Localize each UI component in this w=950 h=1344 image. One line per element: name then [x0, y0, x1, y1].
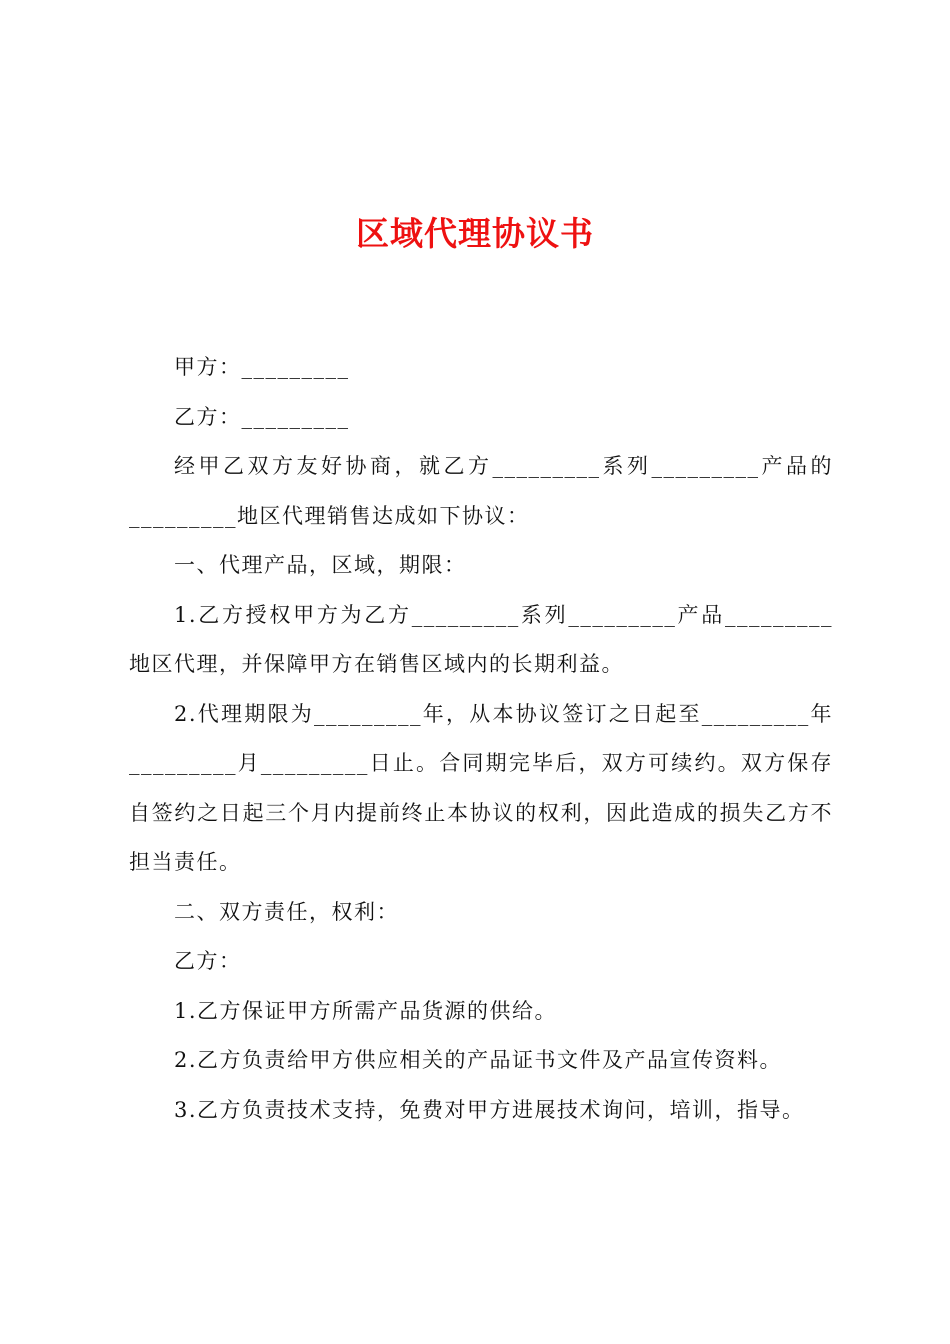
- clause-2-1: 1.乙方保证甲方所需产品货源的供给。: [174, 998, 558, 1023]
- document-title: 区域代理协议书: [356, 214, 594, 253]
- section-heading-2: 二、双方责任，权利：: [174, 899, 399, 924]
- clause-1-1: 1.乙方授权甲方为乙方_________系列_________产品_________地区代理，并保障甲方在销售区域内的长期利益。: [129, 602, 833, 676]
- section-heading-1: 一、代理产品，区域，期限：: [174, 553, 467, 577]
- party-b-line: 乙方：_________: [174, 404, 350, 429]
- clause-1-2: 2.代理期限为_________年，从本协议签订之日起至_________年_________月_________日止。合同期完毕后，双方可续约。双方保存自签约之日起三个月内提前终止本协议的权利，因此造成的损失乙方不担当责任。: [129, 701, 833, 874]
- party-b-subheading: 乙方：: [174, 949, 242, 973]
- document-body: [129, 343, 833, 1135]
- party-a-line: 甲方：_________: [174, 355, 350, 379]
- clause-2-2: 2.乙方负责给甲方供应相关的产品证书文件及产品宣传资料。: [174, 1048, 783, 1072]
- clause-2-3: 3.乙方负责技术支持，免费对甲方进展技术询问，培训，指导。: [174, 1097, 805, 1122]
- intro-paragraph: 经甲乙双方友好协商，就乙方_________系列_________产品的_________地区代理销售达成如下协议：: [129, 454, 833, 528]
